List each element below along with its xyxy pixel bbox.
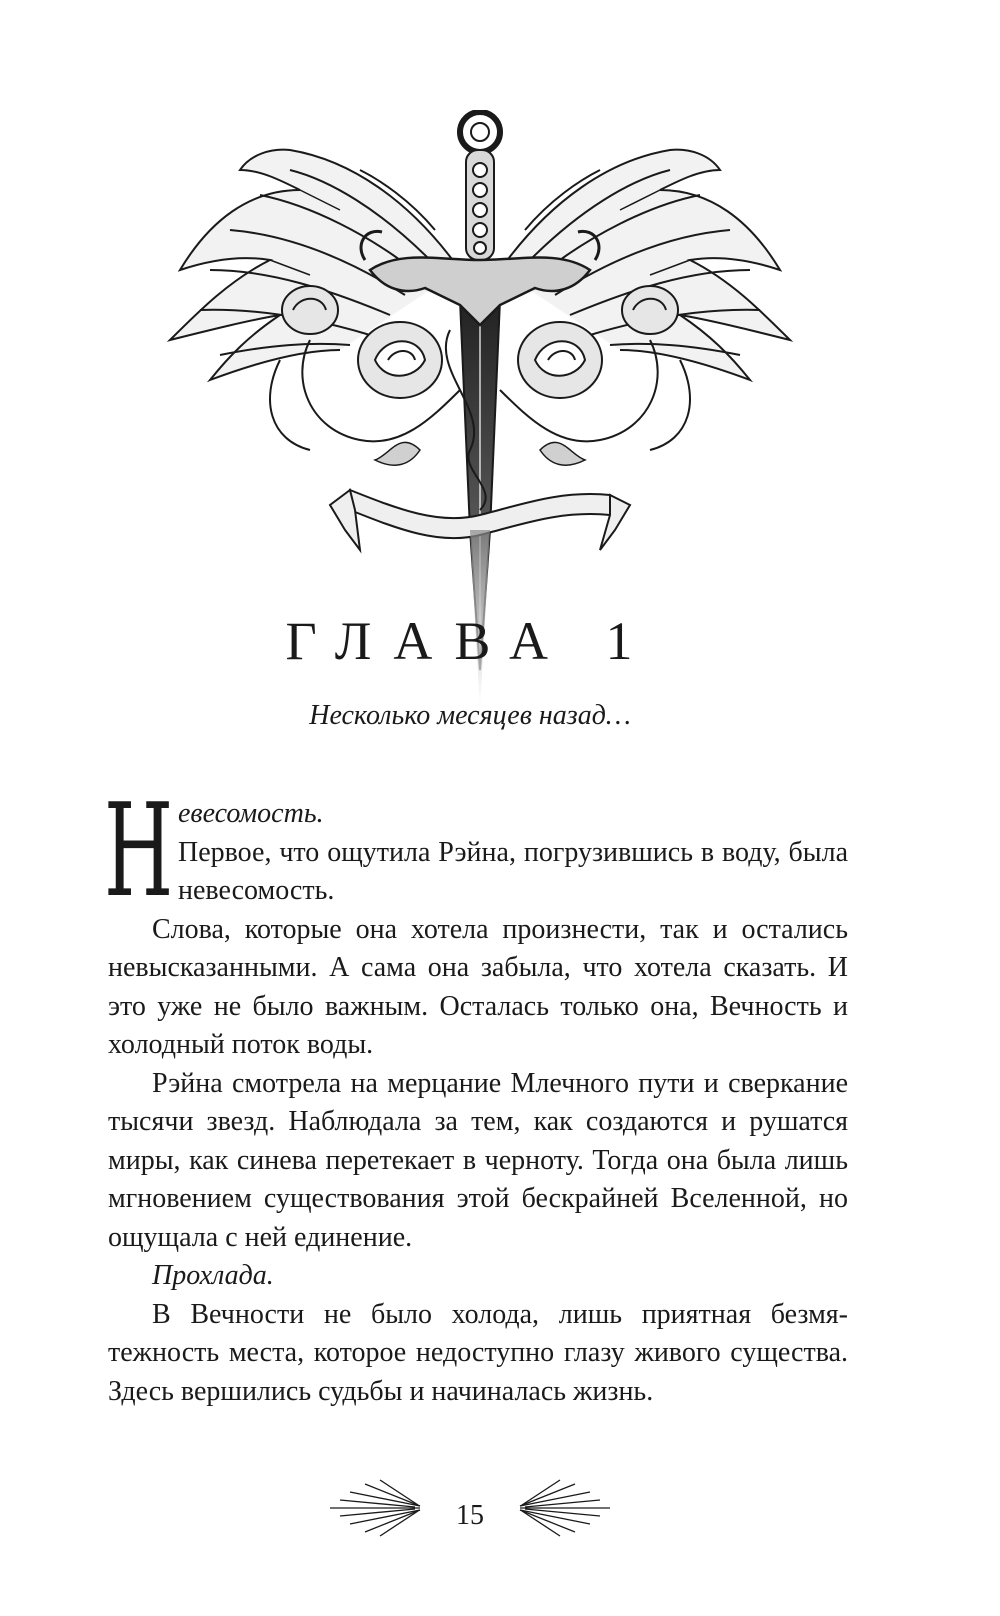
right-upper-rose [622, 286, 678, 334]
paragraph-first-sentence: Первое, что ощутила Рэйна, погрузившись в воду, была невесомость. [178, 836, 848, 906]
left-upper-rose [282, 286, 338, 334]
chapter-text [104, 777, 848, 1411]
chapter-title: ГЛАВА 1 [285, 611, 655, 671]
paragraph: Слова, которые она хотела произнести, так и остались невысказанными. А сама она забыла, что хотела сказать. И это уже не было важным. Осталась только она, Вечность и холодный поток воды. [108, 913, 848, 1060]
dagger-crossguard [370, 258, 590, 326]
dropcap: Н [104, 777, 174, 926]
page-number: 15 [456, 1500, 484, 1531]
opening-italic: евесомость. [178, 798, 324, 829]
chapter-subtitle: Несколько месяцев назад… [309, 700, 631, 731]
paragraph: Рэйна смотрела на мерцание Млечного пути и сверкание тысячи звезд. Наблюдала за тем, как создаются и рушатся миры, как синева перетекает в черноту. Тогда она была лишь мгновением существования этой бескрайней Вселенной, но ощущала с ней единение. [108, 1067, 848, 1253]
opening-paragraph [104, 777, 848, 926]
dagger-pommel [460, 112, 500, 152]
paragraph-italic: Прохлада. [152, 1260, 274, 1291]
right-rose [518, 322, 602, 398]
dagger-grip [466, 150, 494, 260]
left-rose [358, 322, 442, 398]
paragraph: В Вечности не было холода, лишь приятная безмятежность места, которое недоступно глазу живого существа. Здесь вершились судьбы и начиналась жизнь. [108, 1298, 848, 1407]
